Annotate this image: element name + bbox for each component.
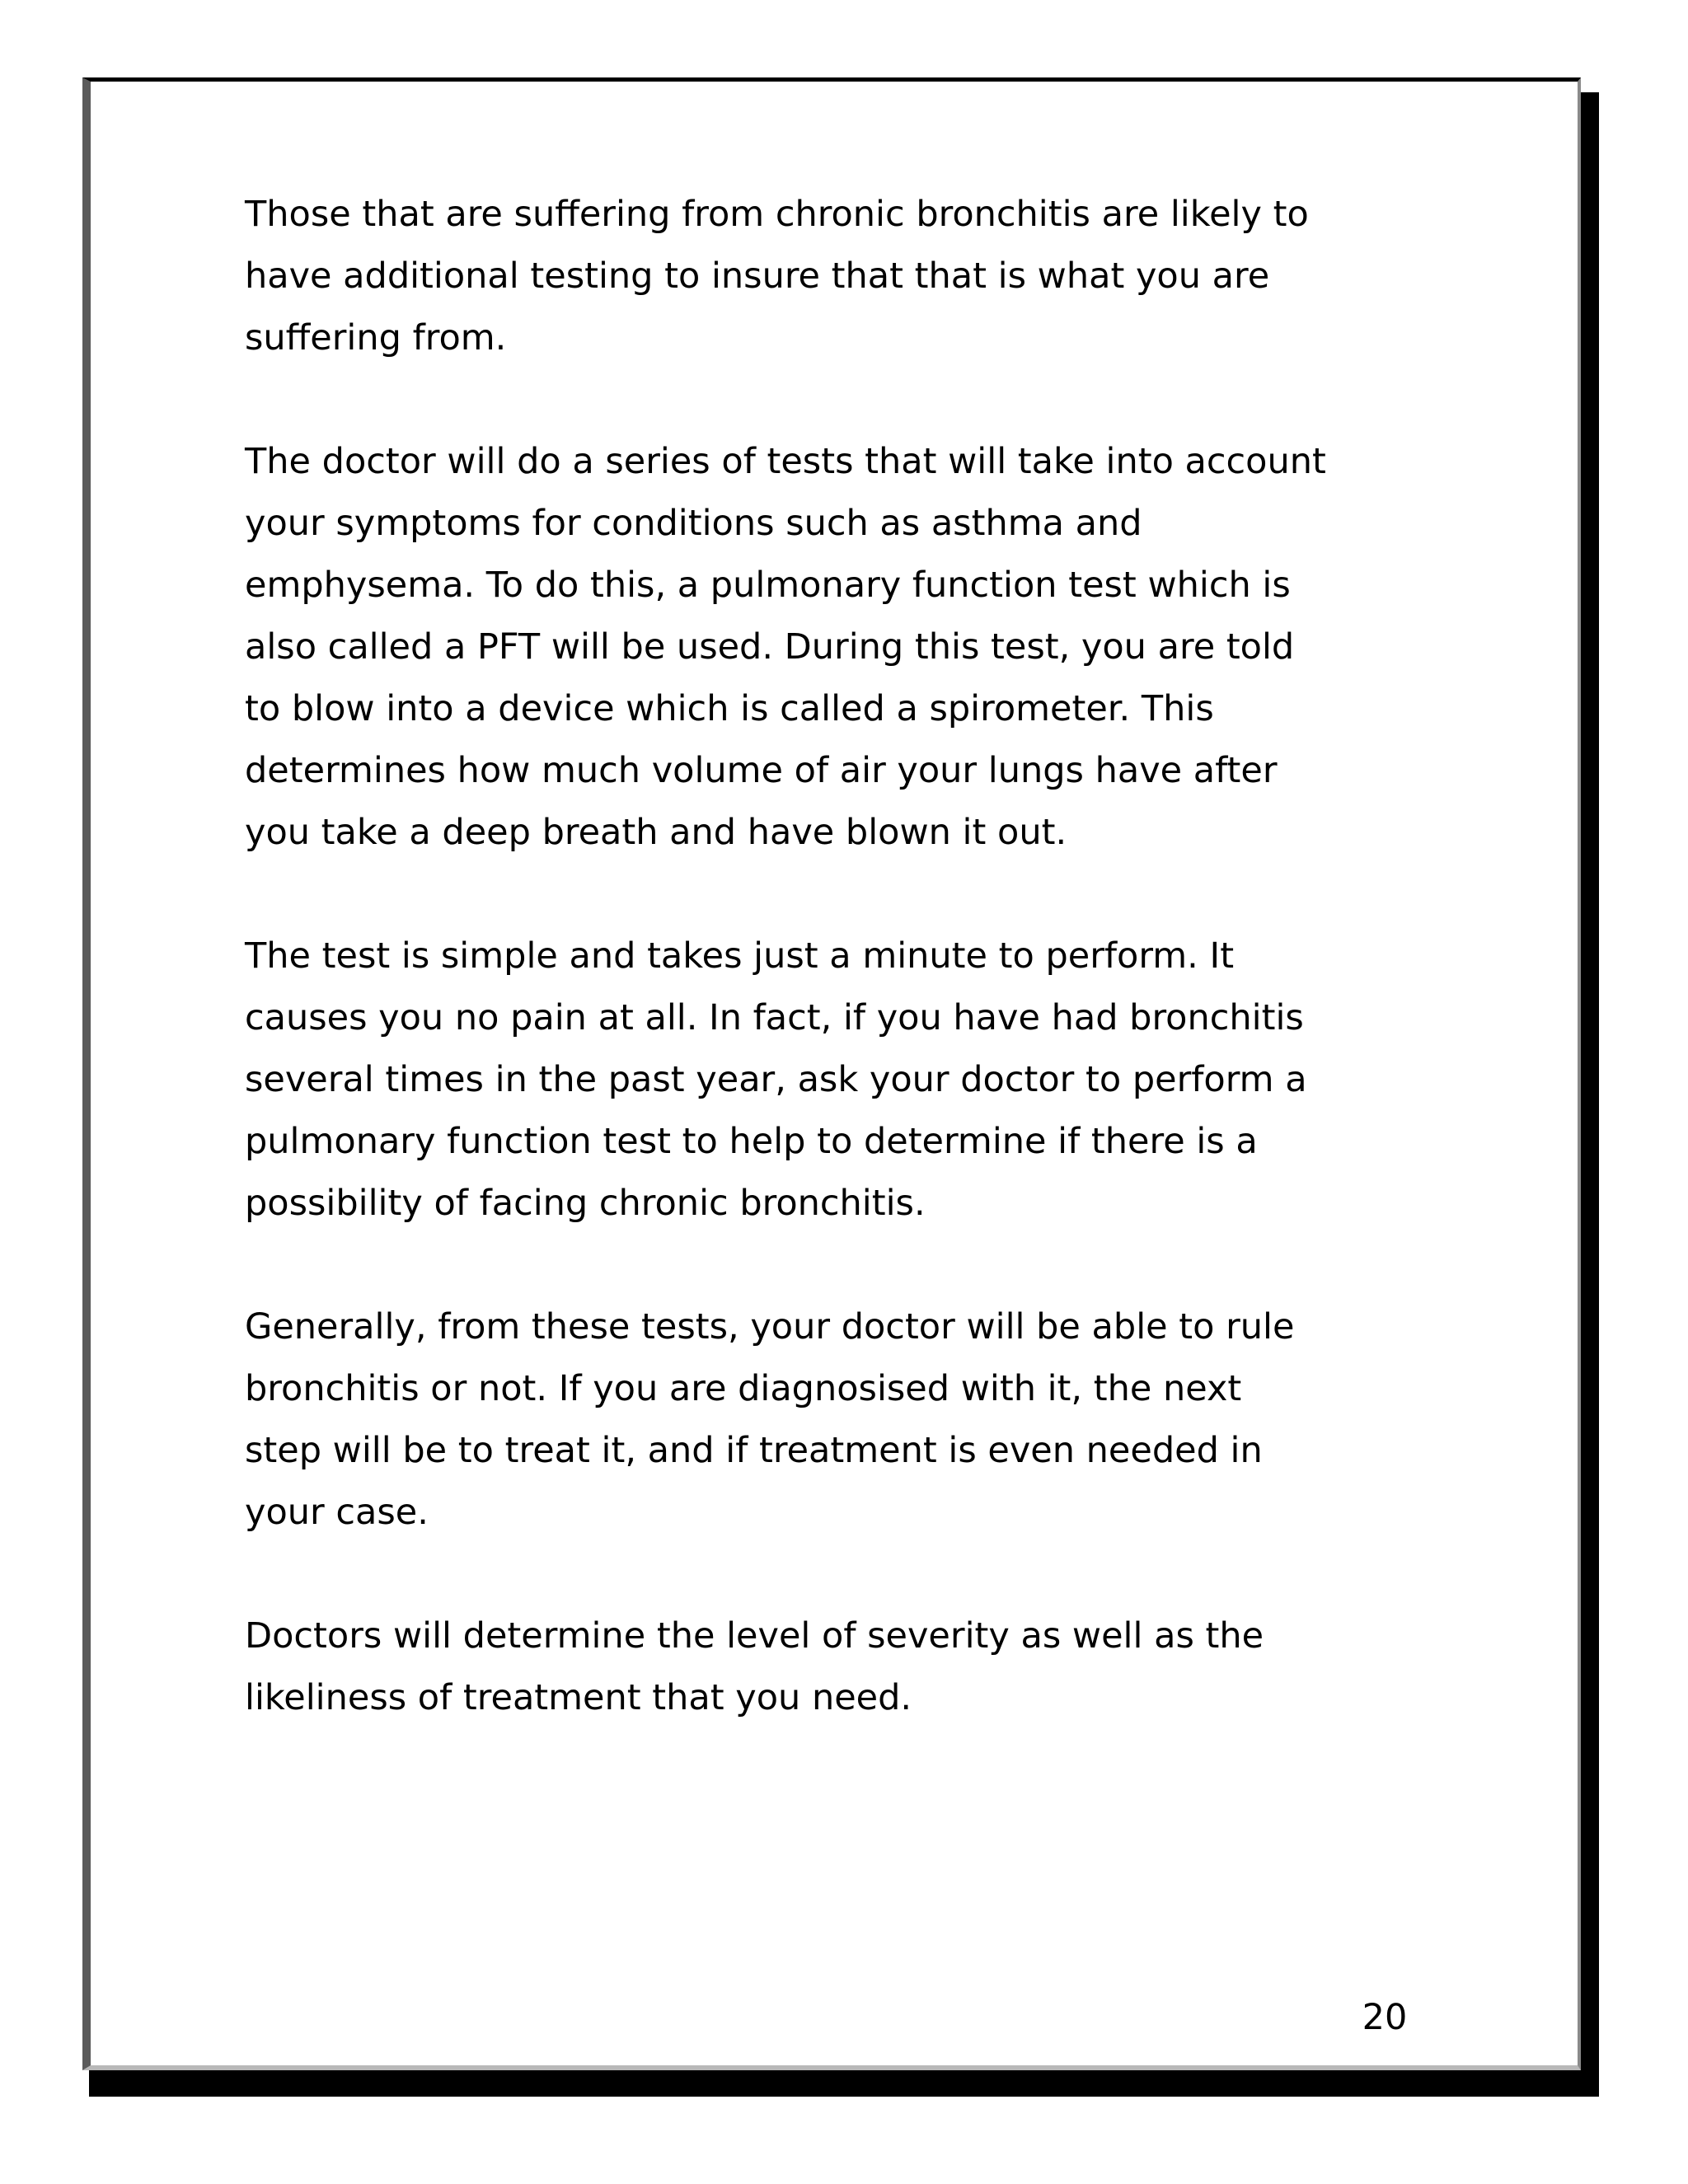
paragraph-simple-test: The test is simple and takes just a minute to perform. It causes you no pain at all. In fact, if you have had bronchitis several times in the past year, ask your doctor to perform a pulmonary function test to help to determine if there is a possibility of facing chronic bronchitis. xyxy=(245,935,1307,1224)
paragraph-doctor-tests: The doctor will do a series of tests that will take into account your symptoms for conditions such as asthma and emphysema. To do this, a pulmonary function test which is also called a PFT will be used. During this test, you are told to blow into a device which is called a spirometer. This determines how much volume of air your lungs have after you take a deep breath and have blown it out. xyxy=(245,441,1326,853)
paragraph-severity: Doctors will determine the level of severity as well as the likeliness of treatment that you need. xyxy=(245,1615,1264,1718)
paragraph-rule-bronchitis: Generally, from these tests, your doctor will be able to rule bronchitis or not. If you are diagnosised with it, the next step will be to treat it, and if treatment is even needed in your case. xyxy=(245,1306,1295,1533)
page-number: 20 xyxy=(1362,1997,1408,2038)
page-body xyxy=(245,184,1448,1791)
paragraph-chronic-testing: Those that are suffering from chronic bronchitis are likely to have additional testing to insure that that is what you are suffering from. xyxy=(245,194,1309,359)
